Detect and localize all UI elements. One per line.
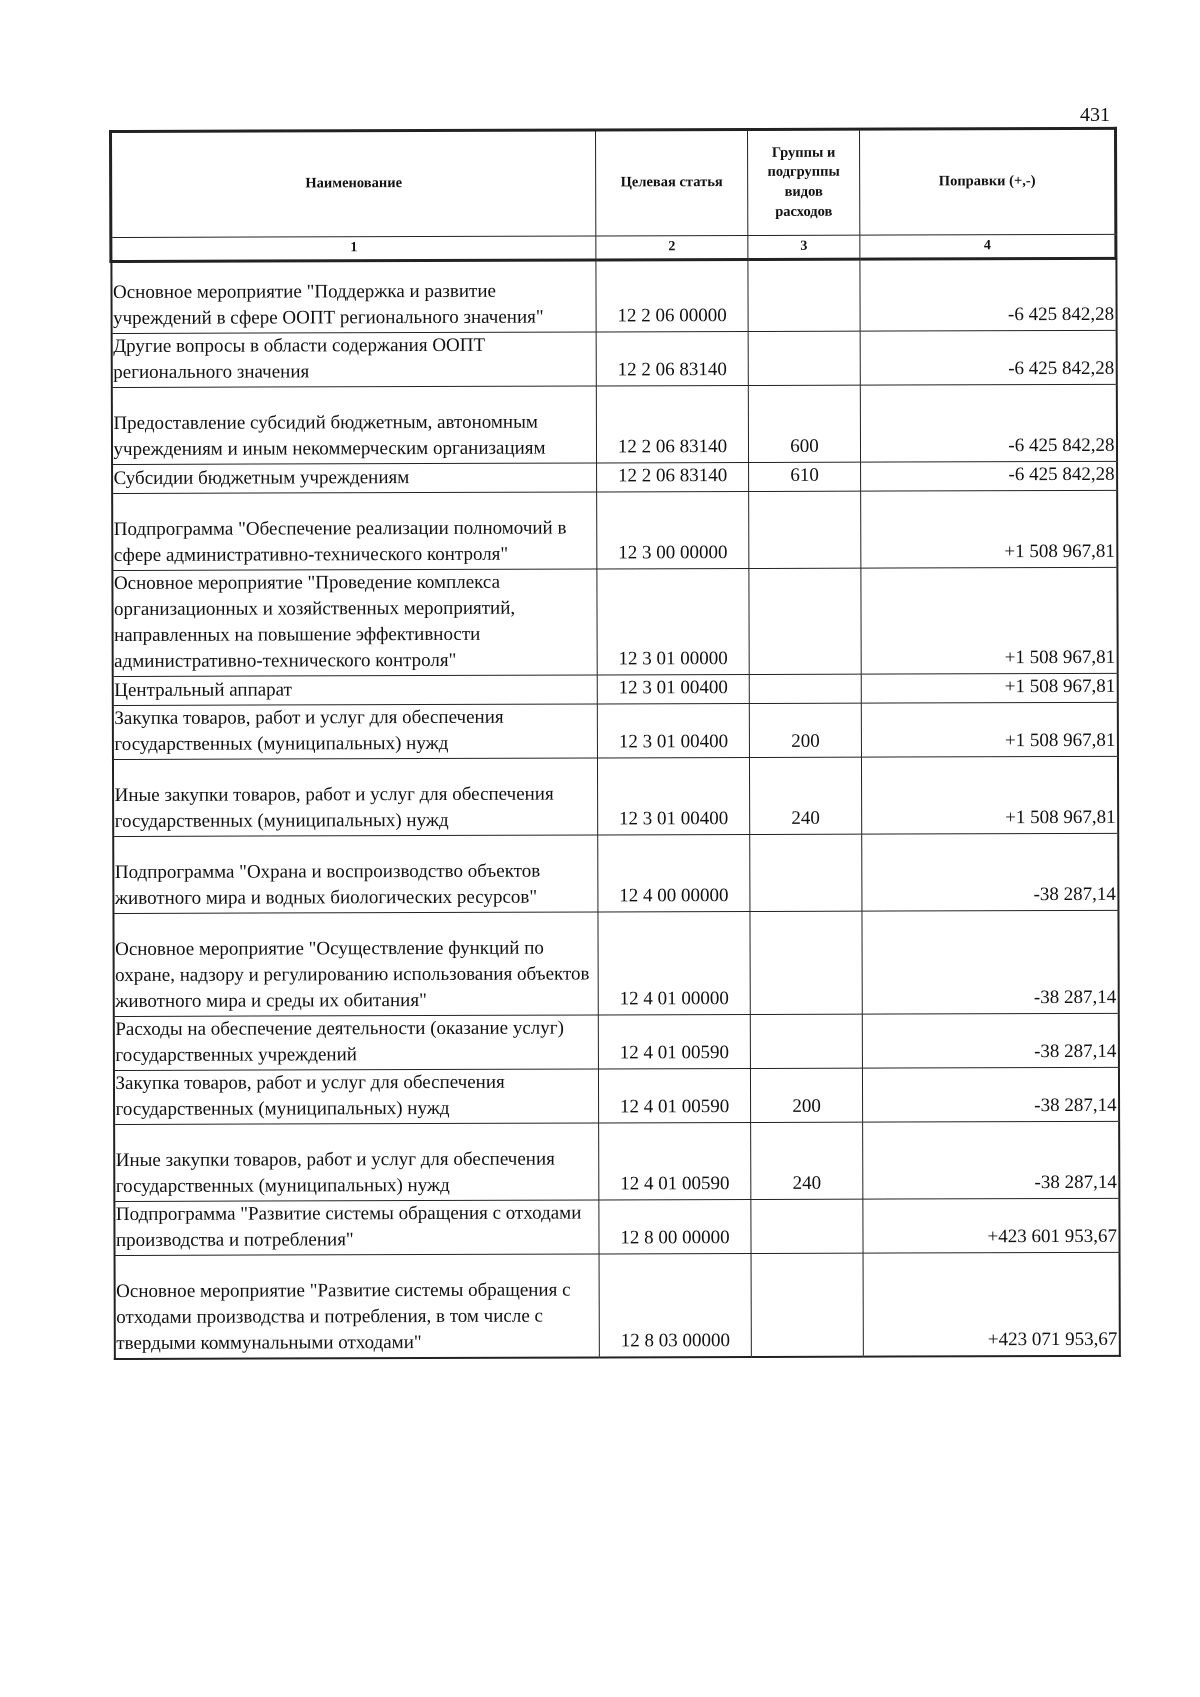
- row-amendment: -6 425 842,28: [861, 461, 1117, 491]
- header-expense-groups: Группы и подгруппы видов расходов: [748, 129, 860, 235]
- row-target-article: 12 4 01 00000: [598, 911, 750, 1014]
- row-amendment: +1 508 967,81: [861, 567, 1117, 674]
- row-target-article: 12 4 01 00590: [599, 1122, 751, 1199]
- row-expense-group: [748, 331, 860, 385]
- row-name: Субсидии бюджетным учреждениям: [112, 463, 597, 494]
- row-expense-group: [749, 491, 861, 568]
- row-amendment: +1 508 967,81: [861, 756, 1117, 834]
- row-expense-group: [749, 674, 861, 703]
- row-name: Закупка товаров, работ и услуг для обеспечения государственных (муниципальных) нужд: [113, 1069, 598, 1125]
- row-target-article: 12 3 01 00400: [597, 674, 749, 703]
- row-name: Основное мероприятие "Проведение комплекса организационных и хозяйственных мероприятий, направленных на повышение эффективности административно-технического контроля": [112, 569, 597, 677]
- budget-table: [109, 127, 1121, 1360]
- row-expense-group: [748, 259, 860, 331]
- row-name: Расходы на обеспечение деятельности (оказание услуг) государственных учреждений: [113, 1015, 598, 1071]
- table-row: [114, 1121, 1119, 1201]
- row-amendment: -6 425 842,28: [860, 258, 1116, 331]
- table-row: [112, 490, 1117, 570]
- row-target-article: 12 8 00 00000: [599, 1199, 751, 1253]
- row-amendment: +1 508 967,81: [861, 702, 1117, 757]
- table-row: [112, 567, 1117, 676]
- row-expense-group: [750, 1014, 862, 1068]
- table-row: [111, 330, 1116, 387]
- row-expense-group: [750, 834, 862, 911]
- table-row: [111, 384, 1116, 464]
- row-target-article: 12 2 06 83140: [596, 331, 748, 385]
- row-amendment: +1 508 967,81: [861, 490, 1117, 568]
- row-target-article: 12 2 06 83140: [596, 385, 748, 462]
- header-amendments: Поправки (+,-): [860, 128, 1116, 235]
- row-name: Основное мероприятие "Поддержка и развитие учреждений в сфере ООПТ регионального значения": [111, 260, 596, 334]
- row-target-article: 12 3 01 00400: [597, 703, 749, 757]
- table-row: [111, 258, 1116, 333]
- row-target-article: 12 4 00 00000: [598, 834, 750, 911]
- row-amendment: +1 508 967,81: [861, 673, 1117, 703]
- row-name: Основное мероприятие "Осуществление функций по охране, надзору и регулированию использования объектов животного мира и среды их обитания": [113, 912, 598, 1017]
- header-target-article: Целевая статья: [596, 129, 748, 235]
- column-number-row: [111, 234, 1116, 261]
- row-amendment: -38 287,14: [862, 833, 1118, 911]
- row-target-article: 12 3 01 00000: [597, 568, 749, 674]
- table-row: [113, 1067, 1118, 1124]
- row-expense-group: 240: [751, 1122, 863, 1199]
- column-number: 4: [860, 234, 1116, 259]
- budget-table-container: [109, 127, 1118, 1360]
- row-expense-group: [750, 911, 862, 1014]
- row-amendment: -38 287,14: [862, 1013, 1118, 1068]
- row-name: Подпрограмма "Охрана и воспроизводство объектов животного мира и водных биологических ресурсов": [113, 835, 598, 914]
- row-expense-group: [749, 568, 861, 674]
- row-name: Предоставление субсидий бюджетным, автономным учреждениям и иным некоммерческим организациям: [111, 386, 596, 465]
- table-row: [112, 702, 1117, 759]
- table-row: [113, 910, 1118, 1016]
- row-expense-group: 610: [749, 462, 861, 491]
- row-target-article: 12 3 00 00000: [597, 491, 749, 568]
- row-name: Подпрограмма "Обеспечение реализации полномочий в сфере административно-технического контроля": [112, 492, 597, 571]
- row-target-article: 12 4 01 00590: [598, 1014, 750, 1068]
- row-amendment: -38 287,14: [863, 1121, 1119, 1199]
- row-name: Иные закупки товаров, работ и услуг для обеспечения государственных (муниципальных) нужд: [112, 758, 597, 837]
- row-expense-group: 200: [750, 1068, 862, 1122]
- table-row: [114, 1198, 1119, 1255]
- row-target-article: 12 2 06 83140: [597, 462, 749, 491]
- row-name: Другие вопросы в области содержания ООПТ регионального значения: [111, 332, 596, 388]
- row-amendment: +423 071 953,67: [863, 1252, 1119, 1356]
- row-amendment: +423 601 953,67: [863, 1198, 1119, 1253]
- row-expense-group: 240: [749, 757, 861, 834]
- table-row: [113, 1013, 1118, 1070]
- table-row: [112, 756, 1117, 836]
- row-name: Центральный аппарат: [112, 675, 597, 706]
- column-number: 2: [596, 235, 748, 259]
- row-name: Иные закупки товаров, работ и услуг для обеспечения государственных (муниципальных) нужд: [114, 1123, 599, 1202]
- column-number: 3: [748, 235, 860, 259]
- table-row: [114, 1252, 1119, 1358]
- row-target-article: 12 8 03 00000: [599, 1253, 751, 1356]
- row-expense-group: [751, 1199, 863, 1253]
- row-target-article: 12 4 01 00590: [598, 1068, 750, 1122]
- row-target-article: 12 2 06 00000: [596, 259, 748, 331]
- table-body: [111, 258, 1119, 1358]
- row-amendment: -6 425 842,28: [860, 384, 1116, 462]
- row-amendment: -6 425 842,28: [860, 330, 1116, 385]
- row-expense-group: 600: [748, 385, 860, 462]
- row-target-article: 12 3 01 00400: [597, 757, 749, 834]
- row-expense-group: [751, 1253, 863, 1356]
- row-amendment: -38 287,14: [862, 910, 1118, 1014]
- header-name: Наименование: [111, 130, 596, 238]
- page-number: 431: [1080, 104, 1110, 126]
- table-header-row: [111, 128, 1116, 237]
- column-number: 1: [111, 236, 596, 262]
- row-amendment: -38 287,14: [862, 1067, 1118, 1122]
- row-expense-group: 200: [749, 703, 861, 757]
- row-name: Закупка товаров, работ и услуг для обеспечения государственных (муниципальных) нужд: [112, 704, 597, 760]
- row-name: Основное мероприятие "Развитие системы обращения с отходами производства и потребления, в том числе с твердыми коммунальными отходами": [114, 1254, 599, 1359]
- table-row: [112, 461, 1117, 493]
- row-name: Подпрограмма "Развитие системы обращения с отходами производства и потребления": [114, 1200, 599, 1256]
- table-row: [112, 673, 1117, 705]
- table-row: [113, 833, 1118, 913]
